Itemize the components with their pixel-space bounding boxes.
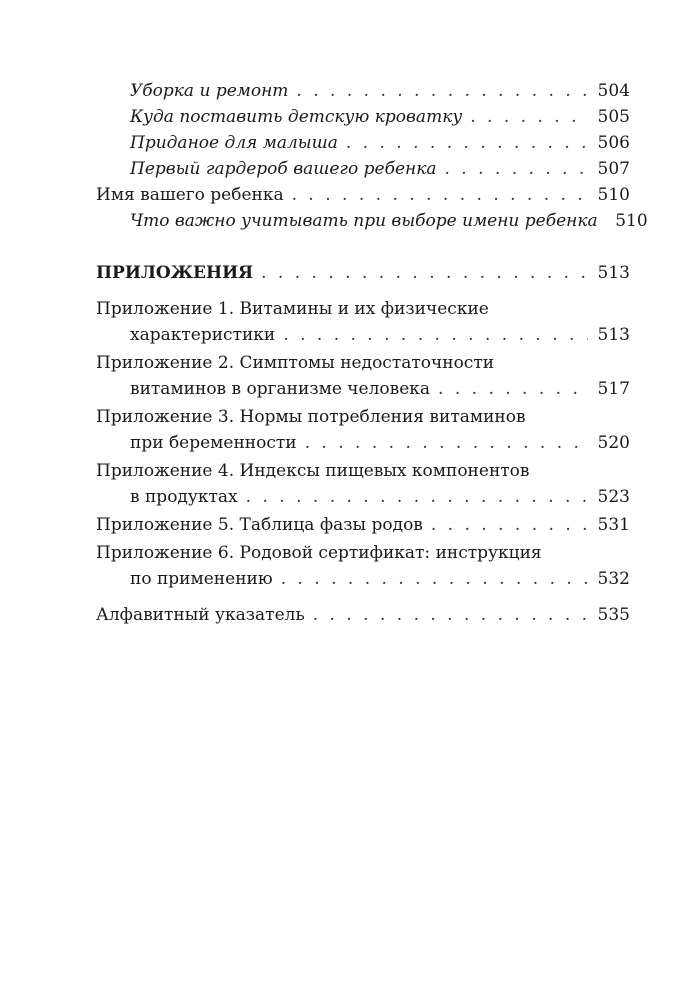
dot-leader: [261, 260, 588, 286]
dot-leader: [292, 182, 588, 208]
toc-page-number: 510: [597, 185, 630, 205]
toc-entry-title: Первый гардероб вашего ребенка: [130, 159, 437, 179]
toc-entry-title: Имя вашего ребенка: [96, 185, 284, 205]
toc-entry[interactable]: [96, 208, 648, 234]
toc-page-number: 531: [597, 515, 630, 535]
toc-entry-title-continued: витаминов в организме человека: [130, 379, 431, 399]
toc-entry[interactable]: [96, 182, 630, 208]
dot-leader: [313, 602, 588, 628]
toc-entry-title: Что важно учитывать при выборе имени ребенка: [130, 211, 598, 231]
toc-entry[interactable]: [96, 104, 630, 130]
dot-leader: [438, 376, 588, 402]
toc-entry-title: Приложение 5. Таблица фазы родов: [96, 515, 423, 535]
toc-entry-title-continued: характеристики: [130, 325, 276, 345]
toc-appendix-entry[interactable]: [96, 296, 630, 348]
toc-page-number: 535: [597, 605, 630, 625]
toc-entry-title: Уборка и ремонт: [130, 81, 289, 101]
section-heading-title: ПРИЛОЖЕНИЯ: [96, 263, 254, 283]
toc-entry-title: Куда поставить детскую кроватку: [130, 107, 463, 127]
toc-appendix-entry[interactable]: [96, 512, 630, 538]
toc-appendix-entry[interactable]: [96, 458, 630, 510]
toc-entry-title: Приложение 2. Симптомы недостаточности: [96, 353, 495, 373]
dot-leader: [246, 484, 588, 510]
dot-leader: [470, 104, 588, 130]
dot-leader: [346, 130, 588, 156]
toc-entry-title: Приложение 4. Индексы пищевых компонентов: [96, 461, 530, 481]
dot-leader: [283, 322, 588, 348]
toc-entry-title: Алфавитный указатель: [96, 605, 305, 625]
toc-page-number: 523: [597, 487, 630, 507]
toc-entry-title: Приложение 1. Витамины и их физические: [96, 299, 489, 319]
toc-entry-title-continued: при беременности: [130, 433, 297, 453]
dot-leader: [305, 430, 588, 456]
toc-entry[interactable]: [96, 130, 630, 156]
toc-entry-title: Приложение 6. Родовой сертификат: инструкция: [96, 543, 542, 563]
toc-page-number: 507: [597, 159, 630, 179]
toc-entry-title-continued: в продуктах: [130, 487, 238, 507]
toc-page-number: 510: [615, 211, 648, 231]
toc-page-number: 506: [597, 133, 630, 153]
toc-appendix-entry[interactable]: [96, 404, 630, 456]
toc-entry[interactable]: [96, 156, 630, 182]
table-of-contents: [96, 78, 648, 628]
toc-entry[interactable]: [96, 78, 630, 104]
toc-appendix-entry[interactable]: [96, 540, 630, 592]
dot-leader: [431, 512, 588, 538]
toc-entry-title: Приданое для малыша: [130, 133, 338, 153]
toc-page-number: 505: [597, 107, 630, 127]
toc-entry-title-continued: по применению: [130, 569, 273, 589]
toc-entry-title: Приложение 3. Нормы потребления витаминов: [96, 407, 526, 427]
toc-page-number: 532: [597, 569, 630, 589]
toc-entry[interactable]: [96, 602, 630, 628]
toc-page-number: 520: [597, 433, 630, 453]
toc-appendix-entry[interactable]: [96, 350, 630, 402]
toc-section-heading[interactable]: [96, 260, 630, 286]
dot-leader: [445, 156, 589, 182]
dot-leader: [296, 78, 588, 104]
toc-page-number: 513: [597, 325, 630, 345]
dot-leader: [281, 566, 588, 592]
toc-page-number: 517: [597, 379, 630, 399]
toc-page-number: 513: [597, 263, 630, 283]
toc-page-number: 504: [597, 81, 630, 101]
